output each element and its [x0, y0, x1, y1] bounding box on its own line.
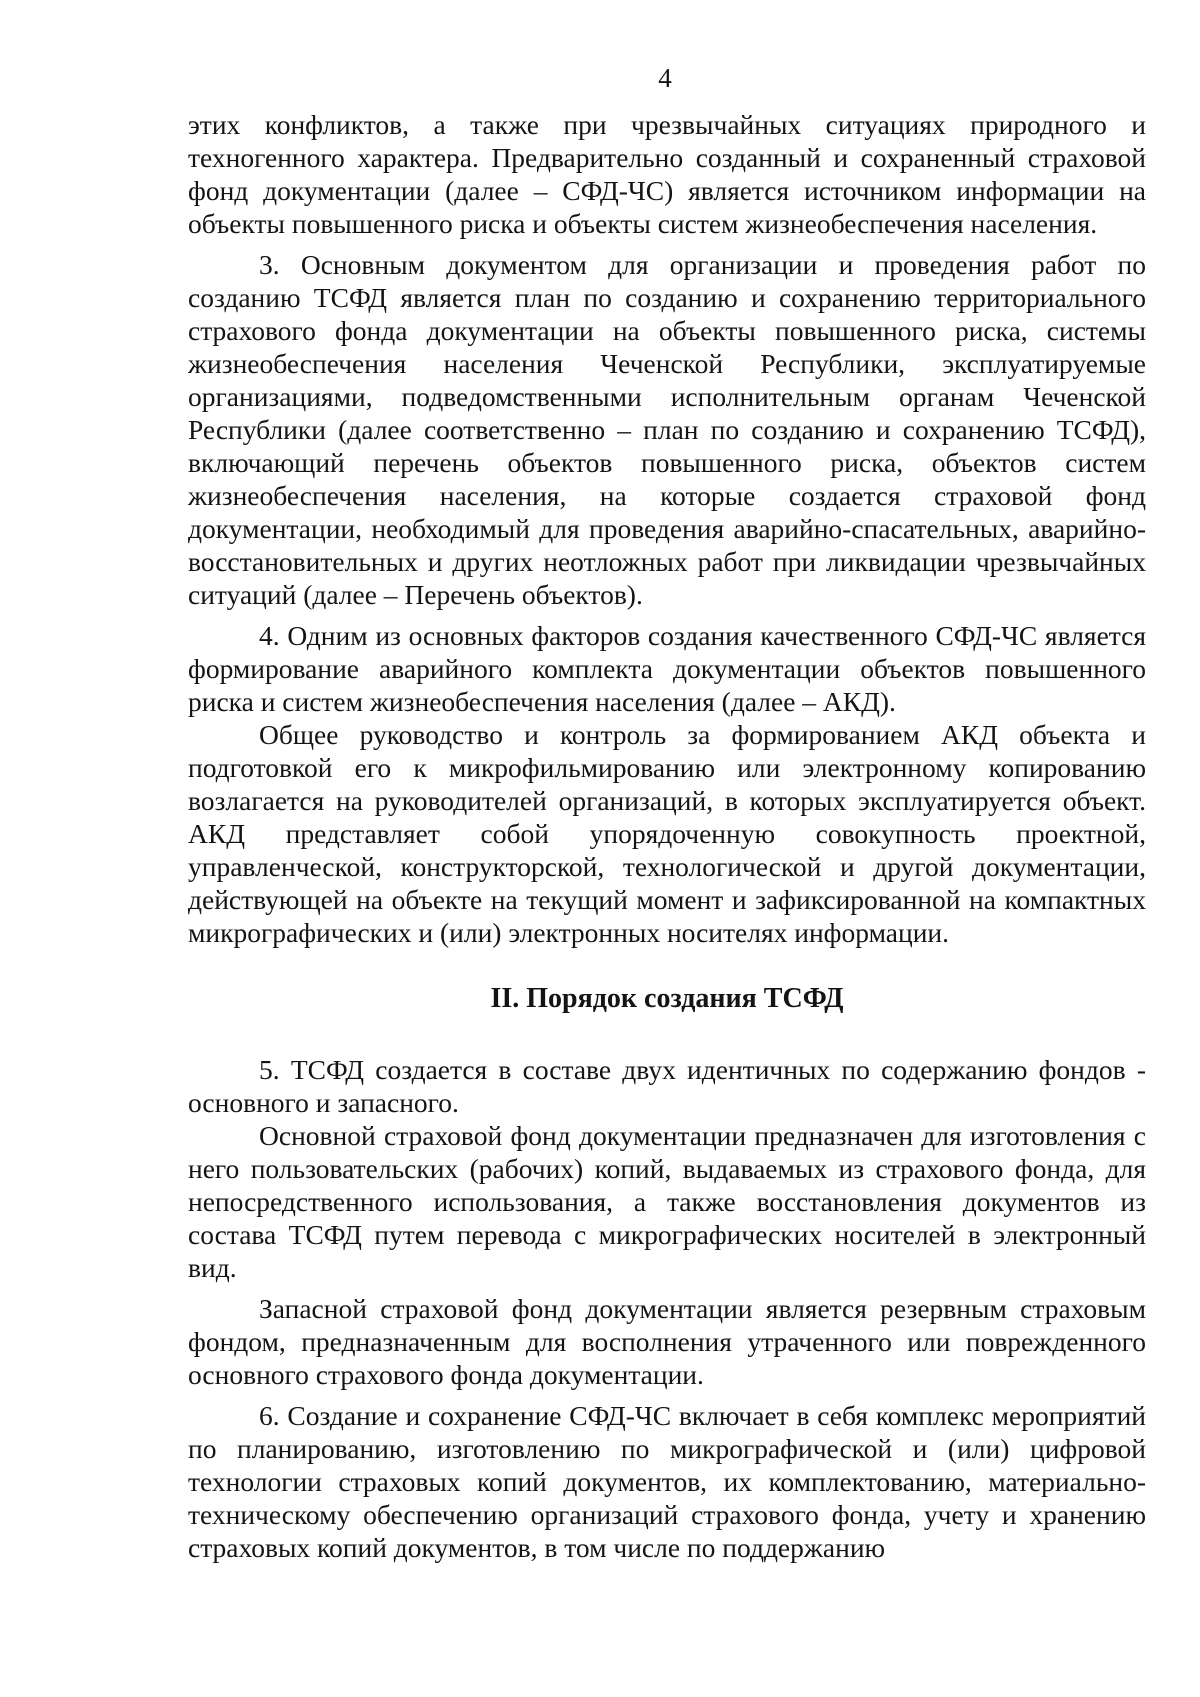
paragraph-6: 6. Создание и сохранение СФД-ЧС включает в себя комплекс мероприятий по планированию, изготовлению по микрографической и (или) цифровой технологии страховых копий документов, их комплектованию, материально-техническому обеспечению организаций страхового фонда, учету и хранению страховых копий документов, в том числе по поддержанию: [188, 1400, 1146, 1563]
paragraph-5: 5. ТСФД создается в составе двух идентичных по содержанию фондов - основного и запасного.: [188, 1054, 1146, 1118]
paragraph-akd-management: Общее руководство и контроль за формированием АКД объекта и подготовкой его к микрофильмированию или электронному копированию возлагается на руководителей организаций, в которых эксплуатируется объект. АКД представляет собой упорядоченную совокупность проектной, управленческой, конструкторской, технологической и другой документации, действующей на объекте на текущий момент и зафиксированной на компактных микрографических и (или) электронных носителях информации.: [188, 719, 1146, 948]
paragraph-3: 3. Основным документом для организации и проведения работ по созданию ТСФД является план по созданию и сохранению территориального страхового фонда документации на объекты повышенного риска, системы жизнеобеспечения населения Чеченской Республики, эксплуатируемые организациями, подведомственными исполнительным органам Чеченской Республики (далее соответственно – план по созданию и сохранению ТСФД), включающий перечень объектов повышенного риска, объектов систем жизнеобеспечения населения, на которые создается страховой фонд документации, необходимый для проведения аварийно-спасательных, аварийно-восстановительных и других неотложных работ при ликвидации чрезвычайных ситуаций (далее – Перечень объектов).: [188, 249, 1146, 610]
document-body: [188, 108, 1146, 1564]
section-heading: II. Порядок создания ТСФД: [490, 983, 844, 1014]
paragraph-main-fund: Основной страховой фонд документации предназначен для изготовления с него пользовательских (рабочих) копий, выдаваемых из страхового фонда, для непосредственного использования, а также восстановления документов из состава ТСФД путем перевода с микрографических носителей в электронный вид.: [188, 1120, 1146, 1283]
paragraph-reserve-fund: Запасной страховой фонд документации является резервным страховым фондом, предназначенным для восполнения утраченного или поврежденного основного страхового фонда документации.: [188, 1293, 1146, 1390]
paragraph-continuation: этих конфликтов, а также при чрезвычайных ситуациях природного и техногенного характера. Предварительно созданный и сохраненный страховой фонд документации (далее – СФД-ЧС) является источником информации на объекты повышенного риска и объекты систем жизнеобеспечения населения.: [188, 109, 1146, 239]
page-number: 4: [658, 63, 672, 93]
paragraph-4: 4. Одним из основных факторов создания качественного СФД-ЧС является формирование аварийного комплекта документации объектов повышенного риска и систем жизнеобеспечения населения (далее – АКД).: [188, 620, 1146, 717]
